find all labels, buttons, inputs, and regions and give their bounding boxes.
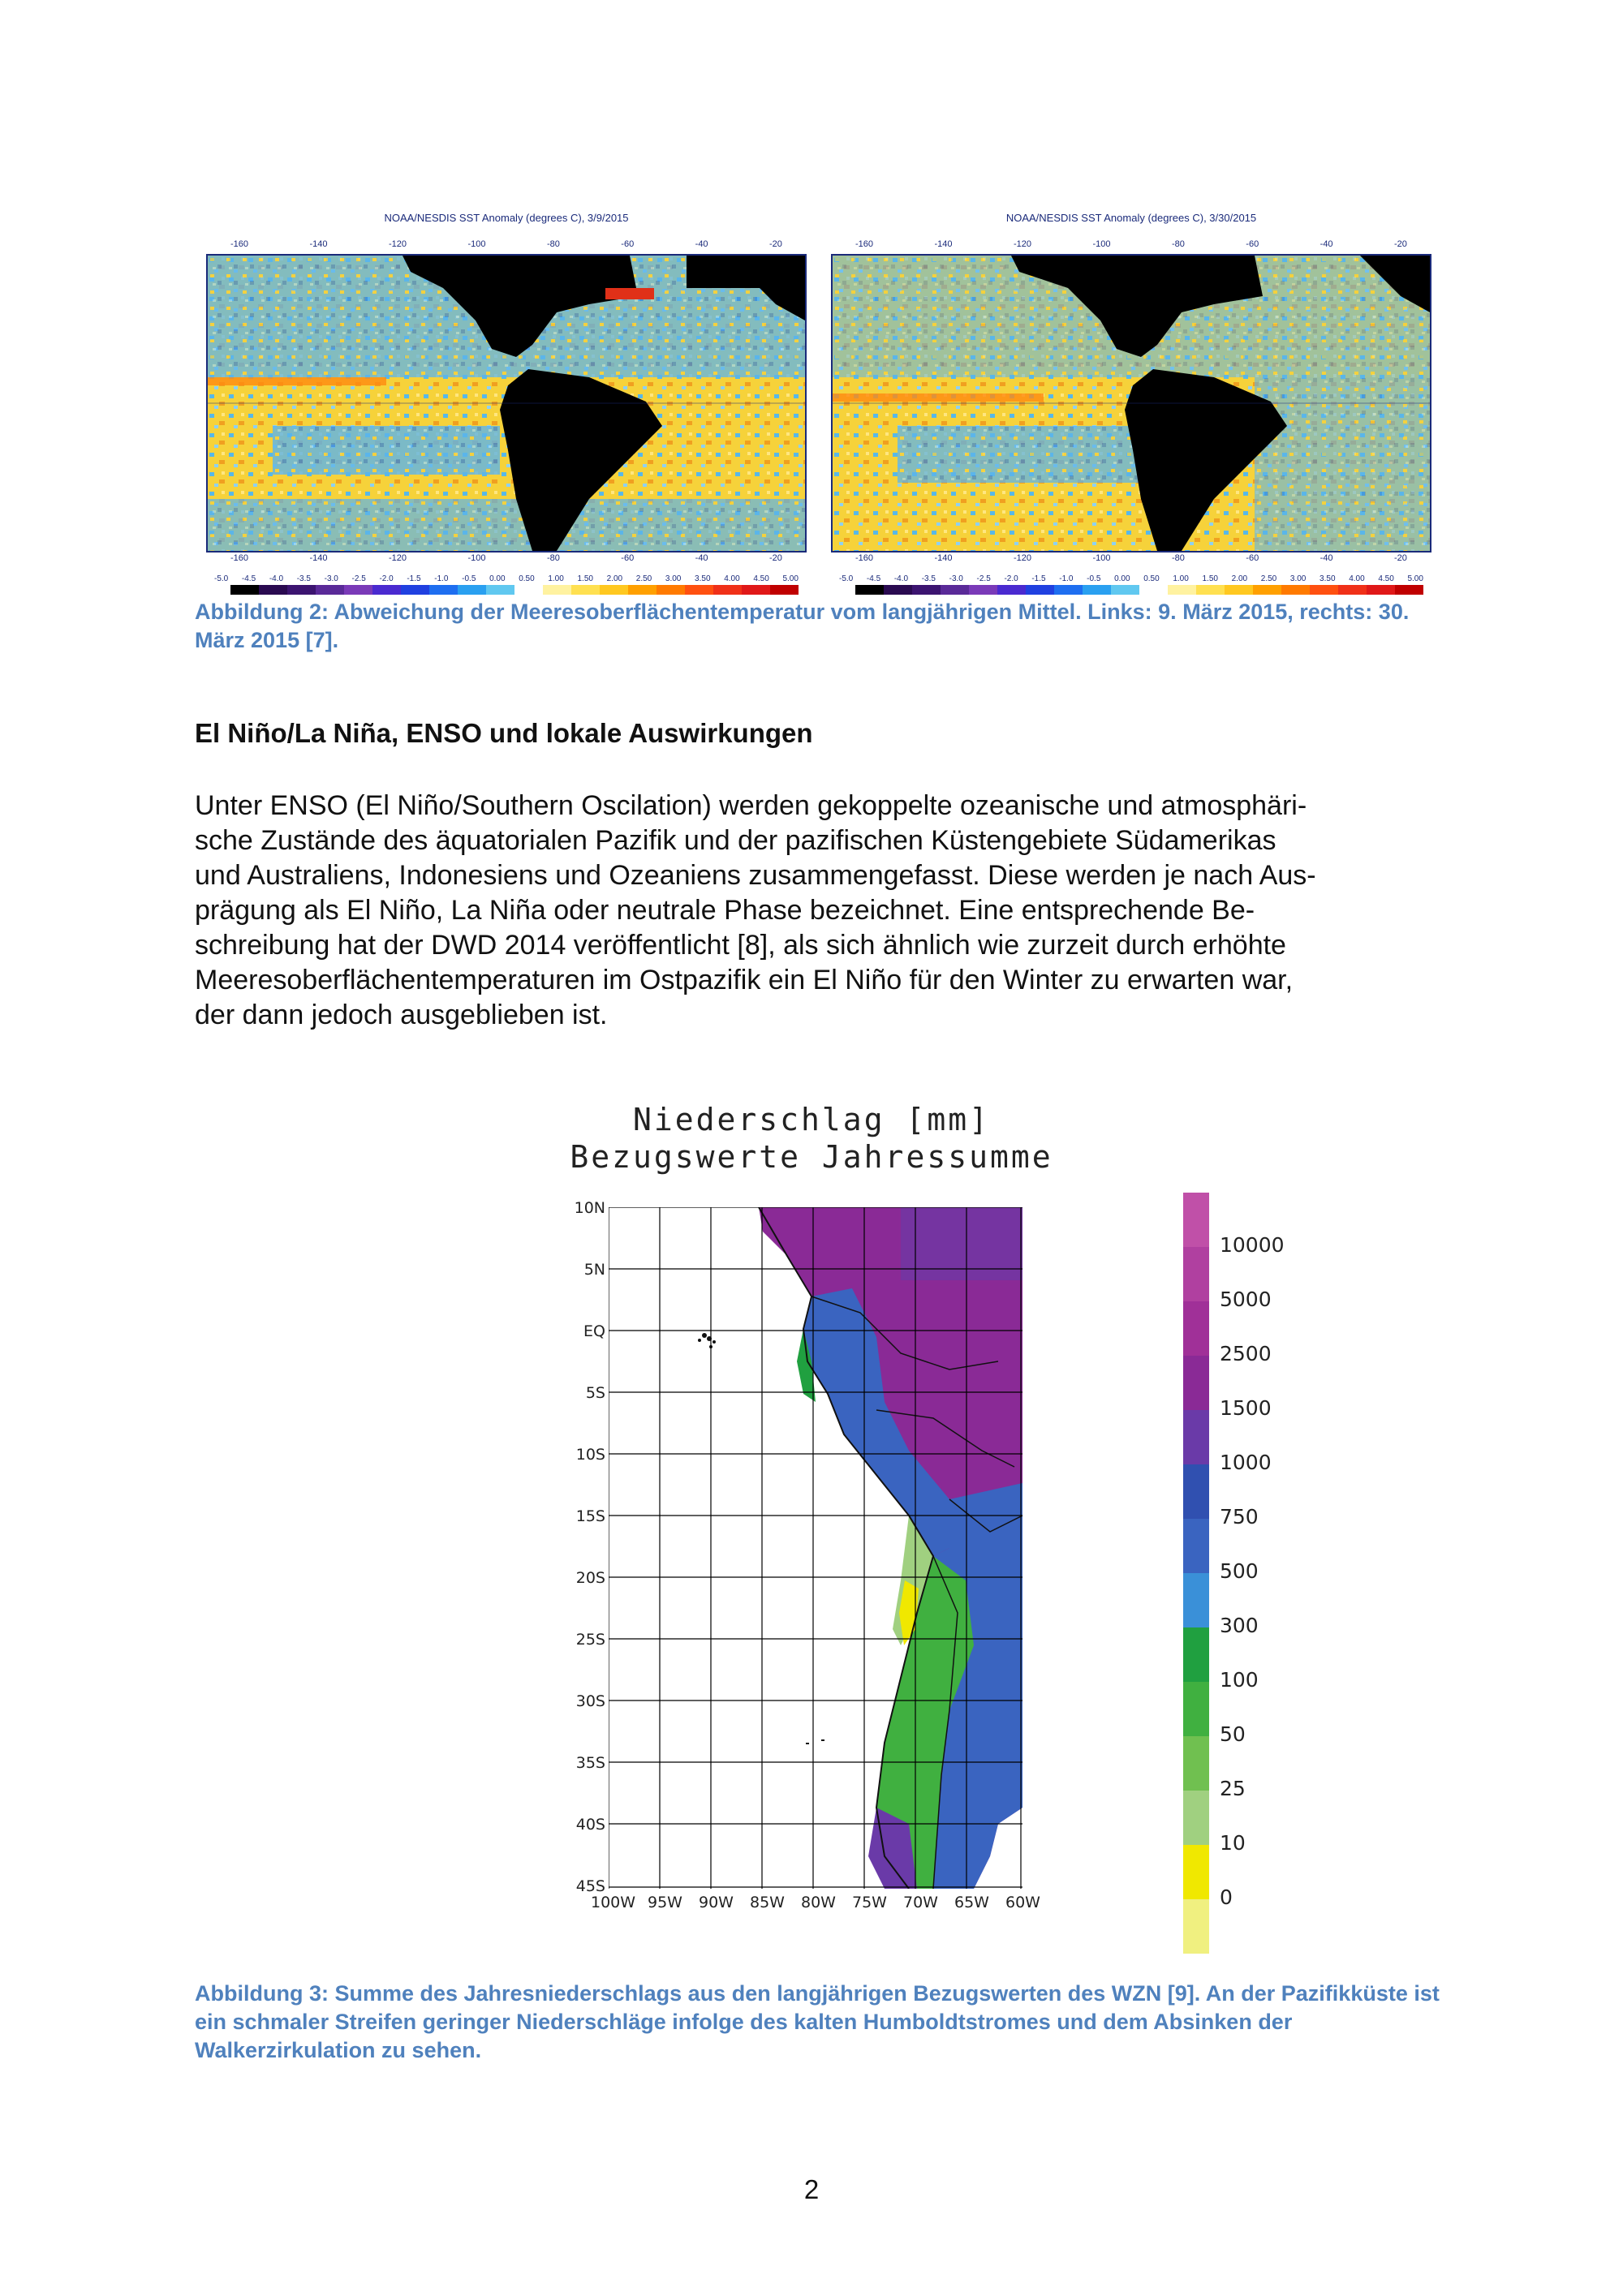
colorbar-label: 2.50	[1260, 574, 1277, 583]
colorbar-label: 0.00	[1114, 574, 1130, 583]
colorbar-segment	[884, 585, 912, 595]
lat-label: 10S	[575, 1446, 605, 1464]
colorbar-segment	[429, 585, 458, 595]
colorbar-label: -2.0	[1004, 574, 1018, 583]
colorbar-label: 4.50	[1378, 574, 1394, 583]
page-number: 2	[803, 2174, 820, 2204]
colorbar-label: 0.00	[489, 574, 506, 583]
lon-label: 65W	[954, 1894, 989, 1911]
colorbar-segment	[742, 585, 770, 595]
lon-label: 80W	[801, 1894, 836, 1911]
colorbar-label: 4.00	[1349, 574, 1365, 583]
colorbar-label: -0.5	[462, 574, 476, 583]
colorbar-segment	[685, 585, 713, 595]
lat-label: 30S	[575, 1692, 605, 1710]
colorbar-segment	[855, 585, 884, 595]
legend-label: 750	[1220, 1505, 1259, 1529]
legend-swatch	[1183, 1193, 1209, 1247]
lon-label: 70W	[903, 1894, 938, 1911]
colorbar-segment	[372, 585, 401, 595]
legend-label: 300	[1220, 1614, 1259, 1637]
colorbar-label: 3.00	[665, 574, 682, 583]
colorbar-label: 0.50	[519, 574, 535, 583]
sst-left-map	[206, 254, 807, 553]
body-line: und Australiens, Indonesiens und Ozeaniens zusammengefasst. Diese werden je nach Aus-	[195, 860, 1316, 891]
sst-left-lon-ticks: -160 -140 -120 -100 -80 -60 -40 -20	[230, 239, 782, 249]
lon-label: 95W	[648, 1894, 682, 1911]
lon-label: 85W	[750, 1894, 785, 1911]
lon-label: 60W	[1005, 1894, 1040, 1911]
colorbar-segment	[1168, 585, 1196, 595]
lat-label: 5S	[585, 1384, 605, 1402]
lat-label: 40S	[575, 1816, 605, 1834]
colorbar-label: -2.0	[379, 574, 394, 583]
colorbar-label: -0.5	[1087, 574, 1101, 583]
colorbar-label: -3.5	[296, 574, 311, 583]
colorbar-segment	[259, 585, 287, 595]
colorbar-label: -2.5	[976, 574, 991, 583]
colorbar-segment	[1225, 585, 1253, 595]
colorbar-segment	[969, 585, 997, 595]
colorbar-label: -5.0	[214, 574, 229, 583]
sst-left-lon-ticks-bottom: -160 -140 -120 -100 -80 -60 -40 -20	[230, 553, 782, 563]
colorbar-segment	[912, 585, 941, 595]
colorbar-label: -3.0	[949, 574, 963, 583]
colorbar-segment	[657, 585, 685, 595]
colorbar-segment	[571, 585, 600, 595]
colorbar-label: 5.00	[1407, 574, 1423, 583]
body-line: der dann jedoch ausgeblieben ist.	[195, 1000, 608, 1030]
legend-label: 50	[1220, 1722, 1246, 1746]
colorbar-label: 2.00	[606, 574, 623, 583]
colorbar-segment	[1026, 585, 1054, 595]
colorbar-segment	[941, 585, 969, 595]
legend-label: 100	[1220, 1668, 1259, 1692]
colorbar-label: 2.50	[635, 574, 652, 583]
colorbar-label: -1.5	[407, 574, 421, 583]
colorbar-label: -1.0	[1059, 574, 1074, 583]
colorbar-label: 1.00	[548, 574, 564, 583]
legend-swatch	[1183, 1845, 1209, 1899]
legend-label: 500	[1220, 1559, 1259, 1583]
colorbar-label: 4.50	[753, 574, 769, 583]
colorbar-label: -4.5	[866, 574, 881, 583]
lat-label: 15S	[575, 1507, 605, 1525]
lat-label: 10N	[574, 1199, 605, 1217]
body-line: schreibung hat der DWD 2014 veröffentlicht [8], als sich ähnlich wie zurzeit durch erhöhte	[195, 930, 1286, 961]
colorbar-segment	[1310, 585, 1338, 595]
figure-2-caption: Abbildung 2: Abweichung der Meeresoberflächentemperatur vom langjährigen Mittel. Links: 9. März 2015, rechts: 30. März 2015 [7].	[195, 600, 1410, 652]
precip-map	[609, 1207, 1022, 1889]
colorbar-segment	[1083, 585, 1111, 595]
sst-right-lon-ticks-bottom: -160 -140 -120 -100 -80 -60 -40 -20	[855, 553, 1407, 563]
precip-title-line1: Niederschlag [mm]	[633, 1102, 990, 1137]
colorbar-label: 1.50	[577, 574, 593, 583]
colorbar-segment	[1395, 585, 1423, 595]
colorbar-segment	[458, 585, 486, 595]
section-heading: El Niño/La Niña, ENSO und lokale Auswirkungen	[195, 718, 813, 748]
sst-right-map	[831, 254, 1431, 553]
colorbar-segment	[1253, 585, 1281, 595]
colorbar-label: 3.50	[1319, 574, 1336, 583]
colorbar-label: 3.50	[695, 574, 711, 583]
colorbar-segment	[600, 585, 628, 595]
colorbar-segment	[770, 585, 799, 595]
body-line: Meeresoberflächentemperaturen im Ostpazifik ein El Niño für den Winter zu erwarten war,	[195, 965, 1294, 995]
figure-3-caption: Abbildung 3: Summe des Jahresniederschlags aus den langjährigen Bezugswerten des WZN [9]. An der Pazifikküste ist ein schmaler Streifen geringer Niederschläge infolge des kalten Humboldtstromes und dem Absinken der Walkerzirkulation zu sehen.	[195, 1981, 1440, 2062]
colorbar-label: -3.5	[921, 574, 936, 583]
sst-right-title: NOAA/NESDIS SST Anomaly (degrees C), 3/30/2015	[1005, 212, 1257, 224]
colorbar-label: 2.00	[1231, 574, 1248, 583]
legend-label: 1000	[1220, 1451, 1272, 1474]
legend-swatch	[1183, 1301, 1209, 1356]
lat-label: 25S	[575, 1631, 605, 1649]
legend-swatch	[1183, 1247, 1209, 1301]
section-body	[195, 789, 1501, 1033]
colorbar-segment	[1111, 585, 1139, 595]
sst-right-lon-ticks: -160 -140 -120 -100 -80 -60 -40 -20	[855, 239, 1407, 249]
lon-label: 75W	[852, 1894, 887, 1911]
legend-swatch	[1183, 1627, 1209, 1682]
legend-swatch	[1183, 1356, 1209, 1410]
colorbar-segment	[401, 585, 429, 595]
legend-label: 0	[1220, 1885, 1233, 1909]
colorbar-label: -4.5	[241, 574, 256, 583]
colorbar-label: 0.50	[1143, 574, 1160, 583]
legend-swatch	[1183, 1573, 1209, 1627]
legend-swatch	[1183, 1410, 1209, 1464]
sst-left-colorbar	[230, 585, 799, 595]
legend-swatch	[1183, 1519, 1209, 1573]
colorbar-segment	[628, 585, 657, 595]
colorbar-segment	[713, 585, 742, 595]
colorbar-label: -4.0	[269, 574, 284, 583]
colorbar-segment	[316, 585, 344, 595]
colorbar-label: -3.0	[324, 574, 338, 583]
lat-label: 35S	[575, 1754, 605, 1772]
lat-label: EQ	[583, 1322, 605, 1340]
legend-swatch	[1183, 1736, 1209, 1791]
precip-lon-labels	[583, 1894, 1053, 1915]
legend-label: 10	[1220, 1831, 1246, 1855]
legend-label: 10000	[1220, 1233, 1285, 1257]
colorbar-label: 5.00	[782, 574, 799, 583]
colorbar-segment	[514, 585, 543, 595]
colorbar-label: -1.5	[1031, 574, 1046, 583]
legend-label: 5000	[1220, 1288, 1272, 1311]
sst-right-scale-labels	[839, 574, 1423, 583]
colorbar-segment	[1196, 585, 1225, 595]
precip-title-line2: Bezugswerte Jahressumme	[570, 1139, 1053, 1175]
colorbar-segment	[543, 585, 571, 595]
colorbar-segment	[1054, 585, 1083, 595]
colorbar-segment	[230, 585, 259, 595]
colorbar-segment	[1338, 585, 1367, 595]
sst-left-scale-labels	[214, 574, 799, 583]
legend-label: 1500	[1220, 1396, 1272, 1420]
colorbar-label: 1.50	[1202, 574, 1218, 583]
legend-label: 2500	[1220, 1342, 1272, 1365]
legend-swatch	[1183, 1682, 1209, 1736]
colorbar-label: -5.0	[839, 574, 854, 583]
body-line: Unter ENSO (El Niño/Southern Oscilation) werden gekoppelte ozeanische und atmosphäri-	[195, 790, 1307, 821]
lon-label: 90W	[699, 1894, 734, 1911]
precip-lat-labels	[560, 1199, 605, 1905]
body-line: prägung als El Niño, La Niña oder neutrale Phase bezeichnet. Eine entsprechende Be-	[195, 895, 1255, 926]
lat-label: 5N	[583, 1261, 605, 1279]
lat-label: 20S	[575, 1569, 605, 1587]
colorbar-segment	[486, 585, 514, 595]
colorbar-label: -2.5	[351, 574, 366, 583]
colorbar-segment	[344, 585, 372, 595]
colorbar-label: 4.00	[724, 574, 740, 583]
body-line: sche Zustände des äquatorialen Pazifik und der pazifischen Küstengebiete Südamerikas	[195, 825, 1276, 856]
lon-label: 100W	[591, 1894, 636, 1911]
colorbar-label: 3.00	[1289, 574, 1307, 583]
colorbar-segment	[997, 585, 1026, 595]
legend-swatch	[1183, 1899, 1209, 1954]
precip-legend	[1183, 1193, 1305, 1963]
legend-swatch	[1183, 1464, 1209, 1519]
sst-right-colorbar	[855, 585, 1423, 595]
sst-left-title: NOAA/NESDIS SST Anomaly (degrees C), 3/9/2015	[384, 212, 629, 224]
colorbar-label: -4.0	[893, 574, 909, 583]
colorbar-segment	[1281, 585, 1310, 595]
lat-label: 45S	[575, 1877, 605, 1895]
colorbar-segment	[287, 585, 316, 595]
colorbar-label: 1.00	[1173, 574, 1189, 583]
colorbar-label: -1.0	[434, 574, 449, 583]
figure-2	[206, 207, 1440, 588]
colorbar-segment	[1367, 585, 1395, 595]
legend-swatch	[1183, 1791, 1209, 1845]
colorbar-segment	[1139, 585, 1168, 595]
legend-label: 25	[1220, 1777, 1246, 1800]
